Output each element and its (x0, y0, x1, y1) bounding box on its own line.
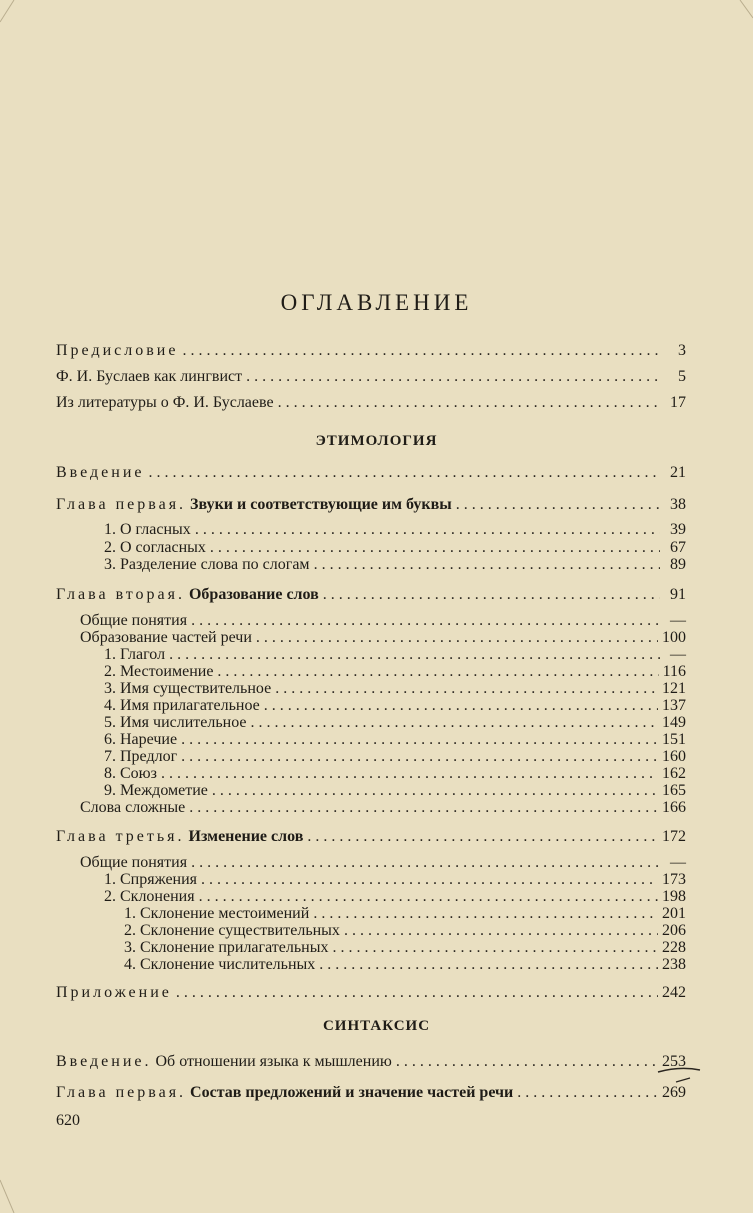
toc-entry-spaced-label: Введение. (56, 1053, 152, 1070)
toc-entry-text: Слова сложные (80, 799, 186, 816)
toc-entry-bold-title: Образование слов (188, 586, 319, 603)
toc-entry-text: Об отношении языка к мышлению (155, 1053, 392, 1070)
toc-entry-text: Общие понятия (80, 854, 188, 871)
toc-page-number: 166 (662, 799, 686, 816)
toc-entry-spaced-label: Приложение (56, 984, 172, 1001)
toc-entry-text: Ф. И. Буслаев как лингвист (56, 368, 243, 385)
toc-entry-bold-title: Звуки и соответствующие им буквы (190, 496, 452, 513)
toc-page-number: 198 (662, 888, 686, 905)
toc-page-number: 5 (678, 368, 686, 385)
toc-page-number: 89 (670, 556, 686, 573)
toc-page-number: 38 (670, 496, 686, 513)
toc-page-number: 116 (662, 663, 686, 680)
page-title: ОГЛАВЛЕНИЕ (280, 290, 473, 315)
toc-entry-text: 3. Имя существительное (104, 680, 272, 697)
toc-entry-text: Из литературы о Ф. И. Буслаеве (56, 394, 274, 411)
toc-page-number: 201 (662, 905, 686, 922)
toc-entry-text: 4. Склонение числительных (124, 956, 316, 973)
toc-entry-spaced-label: Глава третья. (56, 828, 185, 845)
toc-entry-spaced-label: Введение (56, 464, 145, 481)
toc-entry-text: 2. Склонения (104, 888, 195, 905)
toc-page-number: 173 (662, 871, 686, 888)
toc-page-number: 228 (662, 939, 686, 956)
toc-page-number: 151 (662, 731, 686, 748)
toc-entry-text: 3. Разделение слова по слогам (104, 556, 310, 573)
toc-page-number: 269 (662, 1084, 686, 1101)
toc-page-number: 67 (670, 539, 686, 556)
toc-entry-text: 5. Имя числительное (104, 714, 247, 731)
toc-entry-text: 1. Спряжения (104, 871, 198, 888)
toc-entry-text: 4. Имя прилагательное (104, 697, 260, 714)
toc-entry-bold-title: Состав предложений и значение частей речи (190, 1084, 514, 1101)
toc-page-number: — (670, 646, 686, 663)
toc-page-number: 21 (670, 464, 686, 481)
toc-page-number: 39 (670, 521, 686, 538)
toc-entry-text: 2. Склонение существительных (124, 922, 340, 939)
toc-entry-bold-title: Изменение слов (188, 828, 304, 845)
toc-page-number: 160 (662, 748, 686, 765)
toc-page-number: 137 (662, 697, 686, 714)
toc-page-number: 253 (662, 1053, 686, 1070)
toc-page-number: 238 (662, 956, 686, 973)
section-heading-etymology: ЭТИМОЛОГИЯ (315, 433, 438, 449)
toc-entry-text: 1. Склонение местоимений (124, 905, 310, 922)
toc-page-number: 100 (662, 629, 686, 646)
toc-entry-spaced-label: Глава вторая. (56, 586, 185, 603)
toc-page-number: 17 (670, 394, 686, 411)
toc-page-number: 162 (662, 765, 686, 782)
toc-entry-text: 8. Союз (104, 765, 157, 782)
toc-entry-text: Общие понятия (80, 612, 188, 629)
toc-entry-text: Образование частей речи (80, 629, 252, 646)
toc-entry-spaced-label: Глава первая. (56, 1084, 187, 1101)
toc-page-number: 3 (678, 342, 686, 359)
footer-page-number: 620 (56, 1112, 80, 1129)
toc-entry-text: 7. Предлог (104, 748, 178, 765)
toc-page-number: — (670, 612, 686, 629)
toc-entry-text: 9. Междометие (104, 782, 208, 799)
toc-page-number: 172 (662, 828, 686, 845)
toc-page-number: 121 (662, 680, 686, 697)
toc-entry-text: 2. Местоимение (104, 663, 214, 680)
toc-entry-text: 3. Склонение прилагательных (124, 939, 329, 956)
toc-page-number: 149 (662, 714, 686, 731)
toc-page-number: 165 (662, 782, 686, 799)
section-heading-syntax: СИНТАКСИС (322, 1018, 431, 1034)
toc-entry-text: 1. О гласных (104, 521, 191, 538)
toc-page-number: — (670, 854, 686, 871)
toc-entry-text: 6. Наречие (104, 731, 178, 748)
toc-page-number: 206 (662, 922, 686, 939)
toc-entry-spaced-label: Предисловие (56, 342, 179, 359)
toc-entry-text: 2. О согласных (104, 539, 206, 556)
toc-page-number: 242 (662, 984, 686, 1001)
toc-entry-spaced-label: Глава первая. (56, 496, 187, 513)
toc-entry-text: 1. Глагол (104, 646, 166, 663)
toc-page-number: 91 (670, 586, 686, 603)
